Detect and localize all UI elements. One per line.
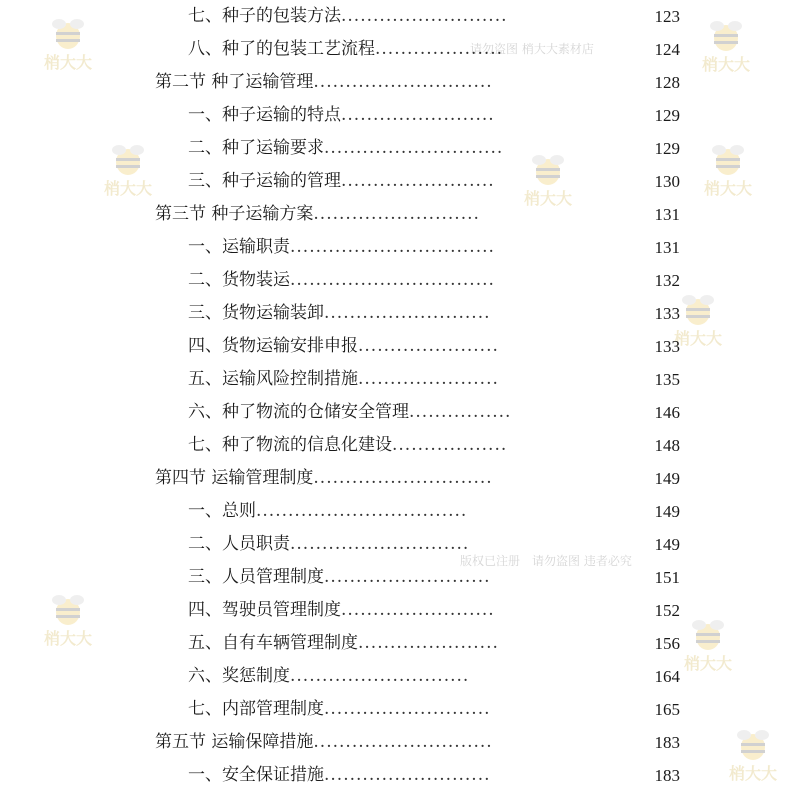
toc-entry-leader: ................	[409, 402, 512, 422]
toc-entry-leader: ..........................	[324, 765, 491, 785]
toc-entry[interactable]	[0, 429, 800, 462]
toc-entry-page: 146	[654, 403, 680, 422]
toc-entry-page: 165	[654, 700, 680, 719]
toc-entry-page: 133	[654, 304, 680, 323]
toc-entry-leader: ..........................	[313, 204, 480, 224]
toc-entry-leader: ................................	[290, 270, 495, 290]
toc-entry-title: 六、种了物流的仓储安全管理	[188, 402, 409, 422]
toc-entry-leader: ........................	[341, 171, 495, 191]
toc-entry-leader: ........................	[341, 600, 495, 620]
toc-entry-leader: ........................	[341, 105, 495, 125]
toc-entry-leader: ..........................	[324, 699, 491, 719]
toc-entry-page: 149	[654, 502, 680, 521]
watermark-brand: 梢大大	[43, 629, 92, 648]
toc-entry-title: 三、种子运输的管理	[188, 171, 341, 191]
toc-entry-leader: ............................	[290, 534, 470, 554]
toc-entry-leader: ..................	[392, 435, 508, 455]
toc-entry-title: 七、内部管理制度	[188, 699, 324, 719]
toc-entry-title: 三、货物运输装卸	[188, 303, 324, 323]
toc-entry-leader: ............................	[324, 138, 504, 158]
toc-section-heading[interactable]	[0, 198, 800, 231]
toc-entry-title: 四、货物运输安排申报	[188, 336, 358, 356]
toc-entry-leader: ..........................	[341, 6, 508, 26]
toc-entry-leader: ......................	[358, 633, 499, 653]
watermark-brand: 梢大大	[701, 55, 750, 74]
toc-entry[interactable]	[0, 594, 800, 627]
toc-entry-title: 第四节 运输管理制度	[155, 468, 314, 488]
toc-entry-leader: ............................	[313, 468, 493, 488]
toc-entry[interactable]	[0, 132, 800, 165]
watermark-notice: 版权已注册 请勿盗图 违者必究	[460, 554, 632, 568]
toc-entry-title: 一、运输职责	[188, 237, 290, 257]
toc-entry[interactable]	[0, 231, 800, 264]
toc-entry-page: 130	[654, 172, 680, 191]
toc-entry[interactable]	[0, 660, 800, 693]
toc-entry-leader: ............................	[290, 666, 470, 686]
watermark-brand: 梢大大	[523, 189, 572, 208]
toc-entry[interactable]	[0, 396, 800, 429]
watermark-notice: 请勿盗图 梢大大素材店	[470, 42, 594, 56]
toc-entry-page: 164	[654, 667, 680, 686]
toc-entry-leader: ....................	[375, 39, 504, 59]
toc-entry[interactable]	[0, 264, 800, 297]
toc-entry-page: 151	[654, 568, 680, 587]
toc-entry-title: 一、总则	[188, 501, 256, 521]
toc-entry-page: 129	[654, 139, 680, 158]
toc-entry-title: 四、驾驶员管理制度	[188, 600, 341, 620]
toc-entry[interactable]	[0, 528, 800, 561]
toc-entry-leader: ......................	[358, 336, 499, 356]
toc-entry-title: 第三节 种子运输方案	[155, 204, 314, 224]
toc-entry-leader: ..........................	[324, 567, 491, 587]
toc-entry-title: 一、种子运输的特点	[188, 105, 341, 125]
toc-section-heading[interactable]	[0, 66, 800, 99]
watermark-brand: 梢大大	[703, 179, 752, 198]
toc-entry-page: 132	[654, 271, 680, 290]
toc-entry-page: 149	[654, 469, 680, 488]
toc-entry[interactable]	[0, 759, 800, 792]
toc-entry-page: 124	[654, 40, 680, 59]
toc-entry[interactable]	[0, 330, 800, 363]
toc-entry-page: 123	[654, 7, 680, 26]
toc-entry-leader: ............................	[313, 72, 493, 92]
toc-entry-leader: ..........................	[324, 303, 491, 323]
toc-entry-title: 二、种了运输要求	[188, 138, 324, 158]
toc-entry-page: 131	[654, 205, 680, 224]
toc-entry-title: 七、种了物流的信息化建设	[188, 435, 392, 455]
toc-entry[interactable]	[0, 693, 800, 726]
toc-entry-page: 128	[654, 73, 680, 92]
toc-entry-page: 148	[654, 436, 680, 455]
toc-entry-page: 152	[654, 601, 680, 620]
watermark-brand: 梢大大	[683, 654, 732, 673]
toc-entry-title: 七、种子的包装方法	[188, 6, 341, 26]
toc-entry[interactable]	[0, 165, 800, 198]
toc-entry-leader: ......................	[358, 369, 499, 389]
toc-entry-page: 183	[654, 733, 680, 752]
toc-entry[interactable]	[0, 297, 800, 330]
toc-entry[interactable]	[0, 33, 800, 66]
toc-section-heading[interactable]	[0, 726, 800, 759]
toc-entry[interactable]	[0, 99, 800, 132]
toc-entry-leader: ............................	[313, 732, 493, 752]
toc-entry[interactable]	[0, 495, 800, 528]
toc-entry-title: 二、货物装运	[188, 270, 290, 290]
toc-entry[interactable]	[0, 363, 800, 396]
toc-entry-title: 六、奖惩制度	[188, 666, 290, 686]
toc-entry-page: 135	[654, 370, 680, 389]
toc-entry-title: 八、种了的包装工艺流程	[188, 39, 375, 59]
toc-entry-page: 133	[654, 337, 680, 356]
toc-entry-leader: ................................	[290, 237, 495, 257]
toc-entry-title: 五、运输风险控制措施	[188, 369, 358, 389]
toc-entry-page: 131	[654, 238, 680, 257]
toc-entry[interactable]	[0, 561, 800, 594]
watermark-brand: 梢大大	[728, 764, 777, 783]
toc-entry-page: 129	[654, 106, 680, 125]
toc-entry-page: 149	[654, 535, 680, 554]
toc-section-heading[interactable]	[0, 462, 800, 495]
watermark-brand: 梢大大	[103, 179, 152, 198]
toc-entry-title: 第二节 种了运输管理	[155, 72, 314, 92]
toc-entry-page: 183	[654, 766, 680, 785]
toc-entry[interactable]	[0, 627, 800, 660]
toc-entry-title: 二、人员职责	[188, 534, 290, 554]
watermark-brand: 梢大大	[43, 53, 92, 72]
toc-entry-page: 156	[654, 634, 680, 653]
toc-entry[interactable]	[0, 0, 800, 33]
toc-entry-leader: .................................	[256, 501, 468, 521]
toc-entry-title: 第五节 运输保障措施	[155, 732, 314, 752]
toc-entry-title: 一、安全保证措施	[188, 765, 324, 785]
watermark-brand: 梢大大	[673, 329, 722, 348]
toc-entry-title: 三、人员管理制度	[188, 567, 324, 587]
toc-entry-title: 五、自有车辆管理制度	[188, 633, 358, 653]
